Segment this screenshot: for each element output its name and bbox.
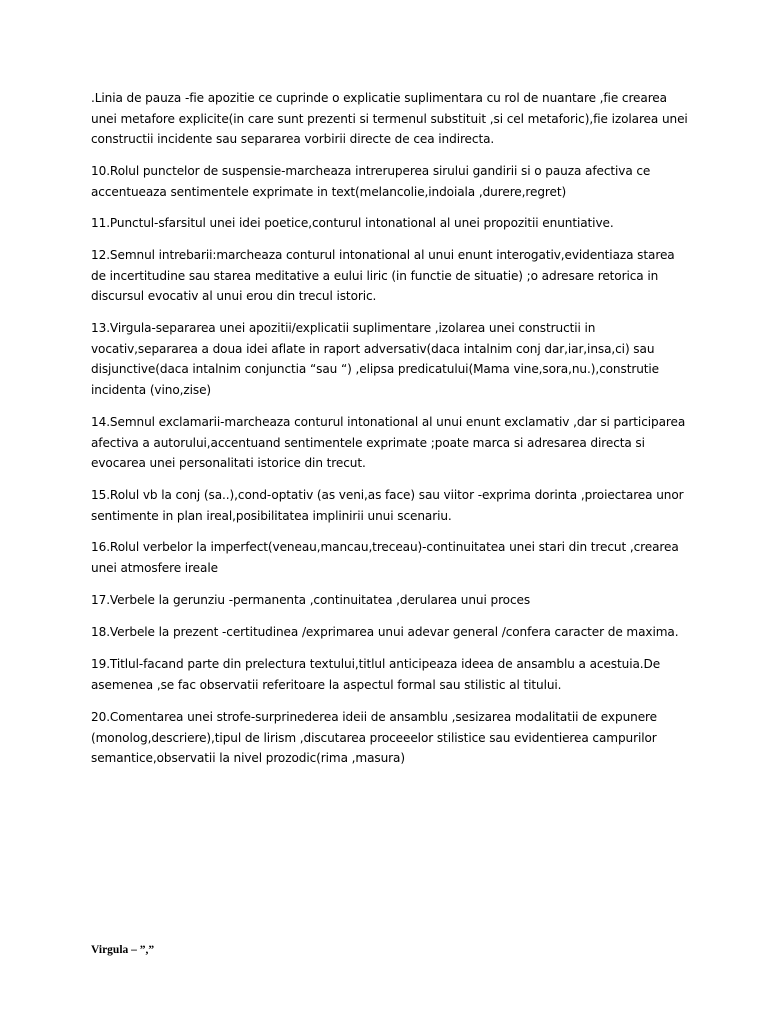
paragraph-18: 18.Verbele la prezent -certitudinea /exprimarea unui adevar general /confera caracter de maxima. <box>91 625 679 639</box>
paragraph-10: 10.Rolul punctelor de suspensie-marcheaza intreruperea sirului gandirii si o pauza afectiva ce accentueaza sentimentele exprimate in text(melancolie,indoiala ,durere,regret) <box>91 164 651 199</box>
paragraph-16: 16.Rolul verbelor la imperfect(veneau,mancau,treceau)-continuitatea unei stari din trecut ,crearea unei atmosfere ireale <box>91 540 679 575</box>
paragraph-11: 11.Punctul-sfarsitul unei idei poetice,conturul intonational al unei propozitii enuntiative. <box>91 216 614 230</box>
paragraph-linia-de-pauza: .Linia de pauza -fie apozitie ce cuprinde o explicatie suplimentara cu rol de nuantare ,fie crearea unei metafore explicite(in care sunt prezenti si termenul substituit ,si cel metaforic),fie izolarea unei constructii incidente sau separarea vorbirii directe de cea indirecta. <box>91 91 688 147</box>
footer-note: Virgula – ”,” <box>91 944 155 956</box>
paragraph-20: 20.Comentarea unei strofe-surprinederea ideii de ansamblu ,sesizarea modalitatii de expunere (monolog,descriere),tipul de lirism ,discutarea proceeelor stilistice sau evidentierea campurilor semantice,observatii la nivel prozodic(rima ,masura) <box>91 710 657 766</box>
paragraph-15: 15.Rolul vb la conj (sa..),cond-optativ (as veni,as face) sau viitor -exprima dorinta ,proiectarea unor sentimente in plan ireal,posibilitatea implinirii unui scenariu. <box>91 488 684 523</box>
paragraph-17: 17.Verbele la gerunziu -permanenta ,continuitatea ,derularea unui proces <box>91 593 531 607</box>
paragraph-12: 12.Semnul intrebarii:marcheaza conturul intonational al unui enunt interogativ,evidentiaza starea de incertitudine sau starea meditative a eului liric (in functie de situatie) ;o adresare retorica in discursul evocativ al unui erou din trecul istoric. <box>91 248 675 304</box>
paragraph-14: 14.Semnul exclamarii-marcheaza conturul intonational al unui enunt exclamativ ,dar si participarea afectiva a autorului,accentuand sentimentele exprimate ;poate marca si adresarea directa si evocarea unei personalitati istorice din trecut. <box>91 415 686 471</box>
paragraph-13: 13.Virgula-separarea unei apozitii/explicatii suplimentare ,izolarea unei constructii in vocativ,separarea a doua idei aflate in raport adversativ(daca intalnim conj dar,iar,insa,ci) sau disjunctive(daca intalnim conjunctia “sau “) ,elipsa predicatului(Mama vine,sora,nu.),construtie incidenta (vino,zise) <box>91 321 660 398</box>
paragraph-19: 19.Titlul-facand parte din prelectura textului,titlul anticipeaza ideea de ansamblu a acestuia.De asemenea ,se fac observatii referitoare la aspectul formal sau stilistic al titului. <box>91 657 661 692</box>
